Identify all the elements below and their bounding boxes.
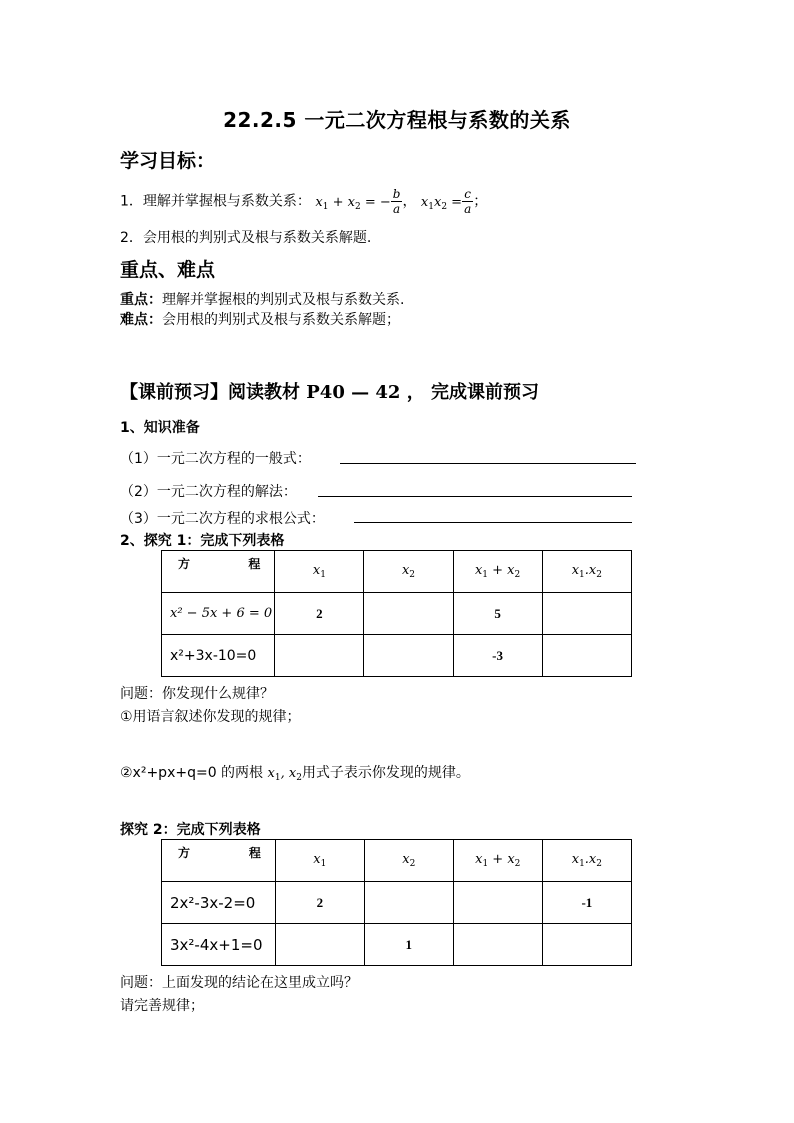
- answer-blank-2[interactable]: [318, 496, 632, 497]
- nandian-line: [120, 309, 400, 329]
- equation-cell: 3x²-4x+1=0: [162, 924, 276, 966]
- x1-cell: 2: [275, 593, 364, 635]
- product-formula: $x_1x_2$ =: [420, 194, 463, 212]
- objective-1-separator: ，: [402, 193, 417, 210]
- x1-cell[interactable]: [275, 924, 364, 966]
- explore1-sub1: ①用语言叙述你发现的规律；: [120, 709, 301, 725]
- header-x1: $x_1$: [275, 840, 364, 882]
- explore1-sub2: [120, 762, 470, 783]
- header-x2: $x_2$: [364, 551, 453, 593]
- x1-cell: 2: [275, 882, 364, 924]
- sum-formula: $x_1 + x_2$ = −: [315, 194, 391, 212]
- explore1-sub2-rest: 用式子表示你发现的规律。: [301, 765, 470, 781]
- sum-cell[interactable]: [453, 924, 542, 966]
- header-equation: 方 程: [162, 551, 275, 593]
- question-root-formula: （3）一元二次方程的求根公式：: [120, 511, 325, 527]
- page-title: 22.2.5 一元二次方程根与系数的关系: [223, 108, 571, 132]
- explore1-question: 问题：你发现什么规律？: [120, 686, 274, 702]
- x2-cell[interactable]: [364, 593, 453, 635]
- header-product: $x_1.x_2$: [542, 840, 631, 882]
- header-sum: $x_1 + x_2$: [453, 551, 542, 593]
- knowledge-heading: 1、知识准备: [120, 420, 200, 436]
- sum-cell: -3: [453, 635, 542, 677]
- roots-symbols: $x_1$, $x_2$: [267, 766, 302, 783]
- explore2-question: 问题：上面发现的结论在这里成立吗？: [120, 975, 358, 991]
- header-product: $x_1.x_2$: [542, 551, 631, 593]
- header-equation: 方 程: [162, 840, 276, 882]
- equation-cell: x² − 5x + 6 = 0: [162, 593, 275, 635]
- zhongdian-label: 重点：: [120, 292, 162, 308]
- sum-cell[interactable]: [453, 882, 542, 924]
- question-solving-methods: （2）一元二次方程的解法：: [120, 484, 297, 500]
- zhongdian-line: [120, 289, 404, 309]
- product-cell: -1: [542, 882, 631, 924]
- x1-cell[interactable]: [275, 635, 364, 677]
- nandian-text: 会用根的判别式及根与系数关系解题；: [162, 312, 400, 328]
- answer-blank-3[interactable]: [354, 522, 632, 523]
- header-x1: $x_1$: [275, 551, 364, 593]
- header-sum: $x_1 + x_2$: [453, 840, 542, 882]
- objective-1: [120, 187, 487, 216]
- objectives-heading: 学习目标：: [120, 150, 216, 172]
- sum-cell: 5: [453, 593, 542, 635]
- x2-cell[interactable]: [364, 882, 453, 924]
- equation-cell: x²+3x-10=0: [162, 635, 275, 677]
- objective-1-end: ；: [473, 193, 488, 210]
- c-over-a-fraction: $\frac{c}{a}$: [464, 187, 472, 216]
- b-over-a-fraction: $\frac{b}{a}$: [392, 187, 401, 216]
- product-cell[interactable]: [542, 924, 631, 966]
- product-cell[interactable]: [542, 593, 631, 635]
- nandian-label: 难点：: [120, 312, 162, 328]
- objective-2: 2．会用根的判别式及根与系数关系解题.: [120, 230, 372, 246]
- x2-cell[interactable]: [364, 635, 453, 677]
- explore1-heading: 2、探究 1：完成下列表格: [120, 533, 285, 549]
- answer-blank-1[interactable]: [340, 463, 636, 464]
- question-general-form: （1）一元二次方程的一般式：: [120, 451, 311, 467]
- x2-cell: 1: [364, 924, 453, 966]
- key-points-heading: 重点、难点: [120, 259, 216, 281]
- header-x2: $x_2$: [364, 840, 453, 882]
- explore2-heading: 探究 2：完成下列表格: [120, 822, 261, 838]
- product-cell[interactable]: [542, 635, 631, 677]
- objective-1-text: 1．理解并掌握根与系数关系：: [120, 193, 311, 210]
- explore1-sub2-text: ②x²+px+q=0 的两根: [120, 765, 264, 781]
- equation-cell: 2x²-3x-2=0: [162, 882, 276, 924]
- zhongdian-text: 理解并掌握根的判别式及根与系数关系.: [162, 292, 405, 308]
- explore2-table: [161, 839, 632, 966]
- explore1-table: [161, 550, 632, 677]
- preview-heading: 【课前预习】阅读教材 P40 — 42 ， 完成课前预习: [120, 382, 539, 403]
- explore2-complete: 请完善规律；: [120, 998, 204, 1014]
